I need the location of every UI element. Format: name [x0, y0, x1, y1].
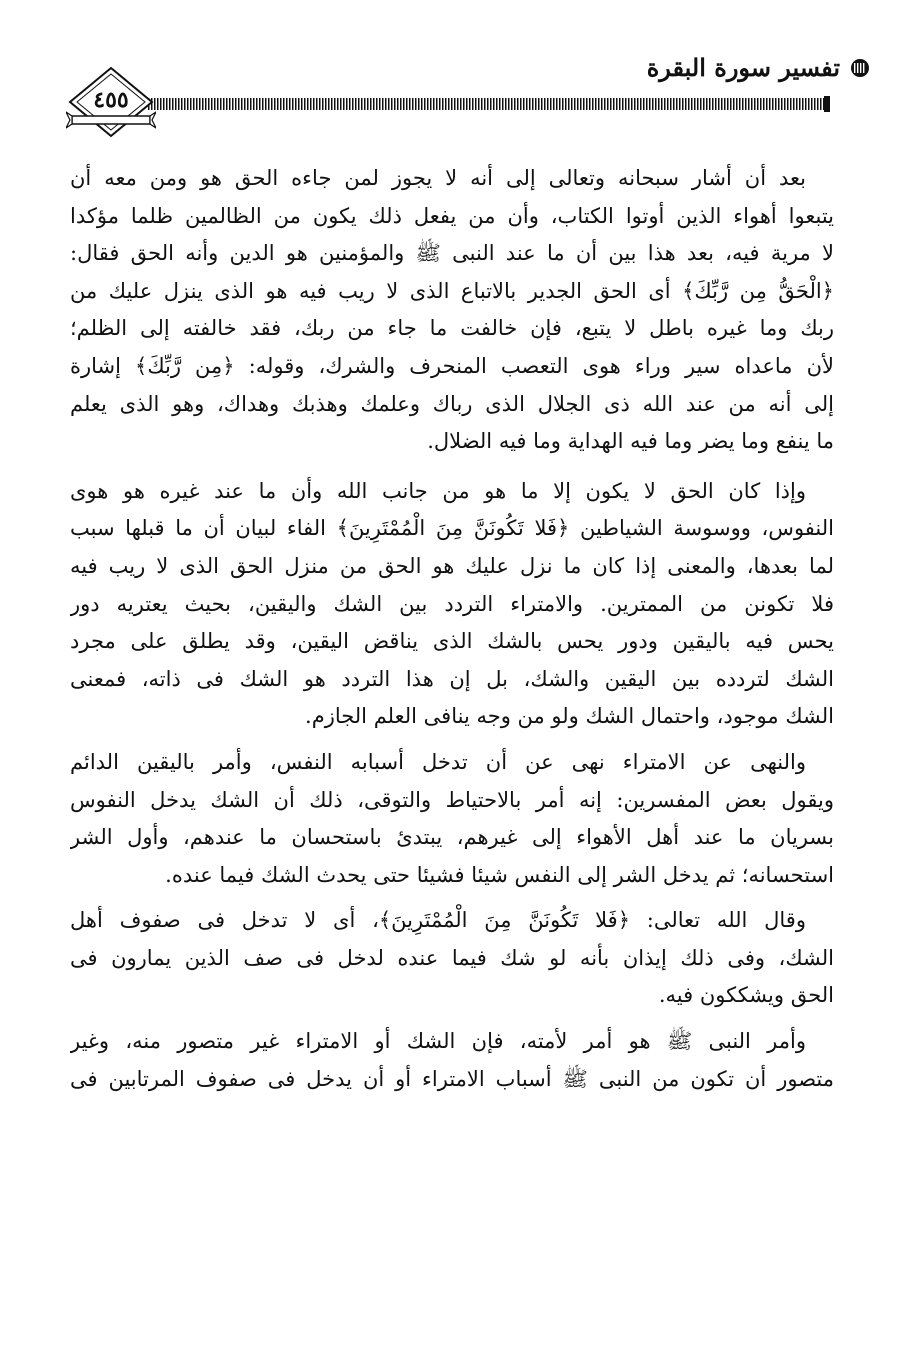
text-line: إلى أنه من عند الله ذى الجلال الذى رباك وعلمك وهذبك وهداك، وهو الذى يعلم — [70, 391, 834, 416]
text-line: فلا تكونن من الممترين. والامتراء التردد بين الشك واليقين، بحيث يعتريه دور — [70, 591, 834, 616]
chapter-title: تفسير سورة البقرة — [646, 53, 840, 82]
text-line: استحسانه؛ ثم يدخل الشر إلى النفس شيئا فشيئا حتى يحدث الشك فيما عنده. — [165, 862, 834, 887]
text-line: الشك لتردده بين اليقين والشك، بل إن هذا التردد هو الشك فى ذاته، فمعنى — [70, 666, 834, 691]
text-line: ما ينفع وما يضر وما فيه الهداية وما فيه الضلال. — [427, 429, 834, 454]
header-rule — [148, 98, 826, 110]
text-line: متصور أن تكون من النبى ﷺ أسباب الامتراء أو أن يدخل فى صفوف المرتابين فى — [70, 1066, 834, 1091]
text-line: النفوس، ووسوسة الشياطين ﴿فَلا تَكُونَنَّ مِنَ الْمُمْتَرِينَ﴾ الفاء لبيان أن ما قبلها سبب — [70, 516, 834, 541]
text-line: ربك وما غيره باطل لا يتبع، فإن خالفت ما جاء من ربك، فقد خالفته إلى الظلم؛ — [70, 316, 834, 341]
text-line: الشك موجود، واحتمال الشك ولو من وجه ينافى العلم الجازم. — [305, 704, 834, 729]
paragraph-2 — [70, 473, 834, 736]
text-line: الحق ويشككون فيه. — [658, 983, 834, 1008]
text-line: الشك، وفى ذلك إيذان بأنه لو شك فيما عنده لدخل فى صف الذين يمارون فى — [70, 945, 834, 970]
paragraph-4 — [70, 902, 834, 1015]
running-head — [646, 53, 870, 82]
paragraph-3 — [70, 744, 834, 894]
ornament-icon — [850, 58, 870, 78]
text-line: وأمر النبى ﷺ هو أمر لأمته، فإن الشك أو الامتراء غير متصور منه، وغير — [70, 1029, 806, 1054]
text-line: يحس فيه باليقين ودور يحس بالشك الذى يناقض اليقين، وقد يطلق على مجرد — [70, 629, 834, 654]
paragraph-5 — [70, 1023, 834, 1098]
text-line: وإذا كان الحق لا يكون إلا ما هو من جانب الله وأن ما عند غيره هو هوى — [70, 478, 806, 503]
header-rule-cap — [824, 96, 830, 112]
page-number: ٤٥٥ — [93, 87, 129, 113]
text-line: والنهى عن الامتراء نهى عن أن تدخل أسبابه النفس، وأمر باليقين الدائم — [70, 749, 806, 774]
text-line: وقال الله تعالى: ﴿فَلا تَكُونَنَّ مِنَ الْمُمْتَرِينَ﴾، أى لا تدخل فى صفوف أهل — [70, 908, 806, 933]
text-line: بسريان ما عند أهل الأهواء إلى غيرهم، يبتدئ باستحسان ما عندهم، وأول الشر — [70, 825, 834, 850]
text-line: لأن ماعداه سير وراء هوى التعصب المنحرف والشرك، وقوله: ﴿مِن رَّبِّكَ﴾ إشارة — [70, 353, 834, 378]
text-line: لما بعدها، والمعنى إذا كان ما نزل عليك هو الحق من منزل الحق الذى لا ريب فيه — [70, 553, 834, 578]
text-line: ويقول بعض المفسرين: إنه أمر بالاحتياط والتوقى، ذلك أن الشك يدخل النفوس — [70, 787, 834, 812]
text-line: ﴿الْحَقُّ مِن رَّبِّكَ﴾ أى الحق الجدير بالاتباع الذى لا ريب فيه هو الذى ينزل عليك من — [70, 278, 834, 303]
text-line: بعد أن أشار سبحانه وتعالى إلى أنه لا يجوز لمن جاءه الحق هو ومن معه أن — [70, 166, 806, 190]
paragraph-1 — [70, 160, 834, 461]
page-body — [70, 160, 834, 1098]
text-line: لا مرية فيه، بعد هذا بين أن ما عند النبى ﷺ والمؤمنين هو الدين وأنه الحق فقال: — [70, 241, 834, 266]
text-line: يتبعوا أهواء الذين أوتوا الكتاب، وأن من يفعل ذلك يكون من الظالمين ظلما مؤكدا — [70, 203, 834, 228]
page-header — [0, 0, 914, 140]
